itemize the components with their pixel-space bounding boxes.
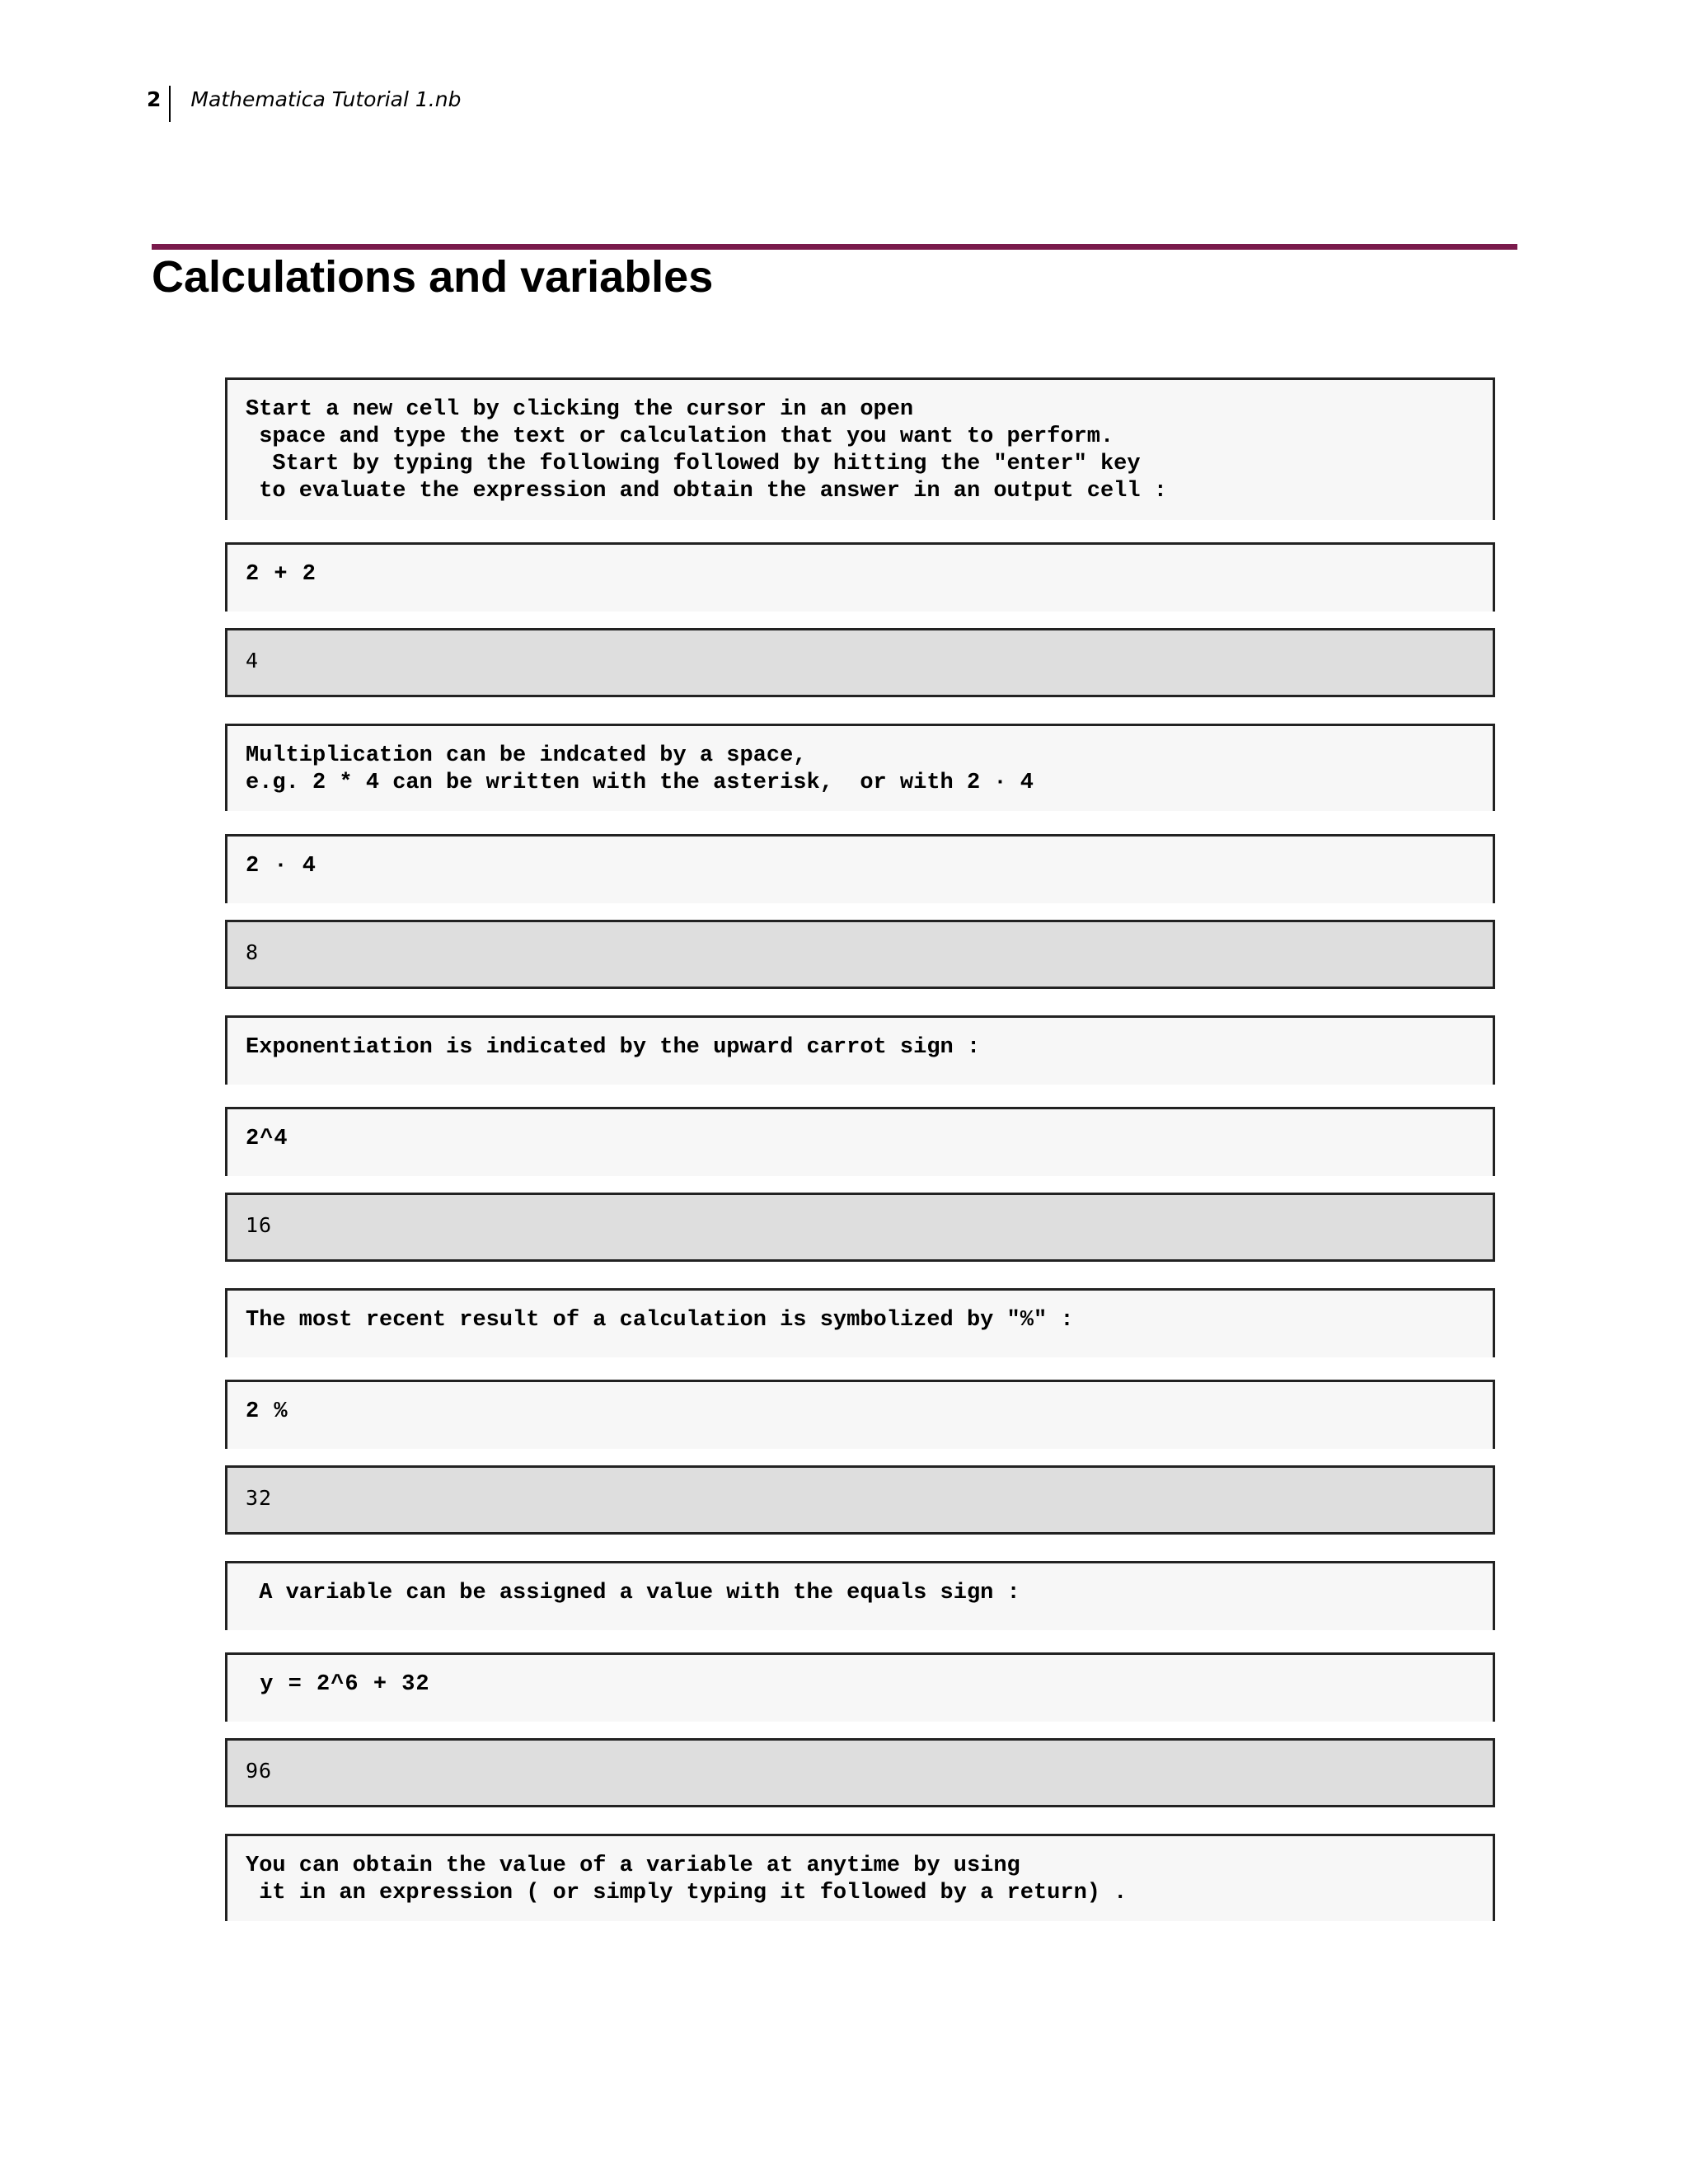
text-cell[interactable]: A variable can be assigned a value with the equals sign : (225, 1561, 1495, 1630)
text-cell[interactable]: Multiplication can be indcated by a space, e.g. 2 * 4 can be written with the asterisk, or with 2 · 4 (225, 724, 1495, 811)
input-cell[interactable]: 2^4 (225, 1107, 1495, 1176)
input-cell[interactable]: 2 · 4 (225, 834, 1495, 903)
section-title: Calculations and variables (152, 252, 714, 302)
text-cell[interactable]: Start a new cell by clicking the cursor in an open space and type the text or calculation that you want to perform. Start by typing the following followed by hitting the "enter" key to evaluate the expression and obtain the answer in an output cell : (225, 377, 1495, 520)
output-cell[interactable]: 32 (225, 1465, 1495, 1535)
output-cell[interactable]: 4 (225, 628, 1495, 697)
input-cell[interactable]: 2 + 2 (225, 542, 1495, 612)
page-header (147, 86, 461, 122)
text-cell[interactable]: The most recent result of a calculation is symbolized by "%" : (225, 1288, 1495, 1357)
text-cell[interactable]: You can obtain the value of a variable at anytime by using it in an expression ( or simply typing it followed by a return) . (225, 1834, 1495, 1921)
document-title: Mathematica Tutorial 1.nb (190, 87, 462, 111)
input-cell[interactable]: 2 % (225, 1380, 1495, 1449)
output-cell[interactable]: 16 (225, 1193, 1495, 1262)
output-cell[interactable]: 96 (225, 1738, 1495, 1807)
page-number: 2 (147, 86, 171, 122)
output-cell[interactable]: 8 (225, 920, 1495, 989)
input-cell[interactable]: y = 2^6 + 32 (225, 1652, 1495, 1722)
text-cell[interactable]: Exponentiation is indicated by the upward carrot sign : (225, 1015, 1495, 1085)
